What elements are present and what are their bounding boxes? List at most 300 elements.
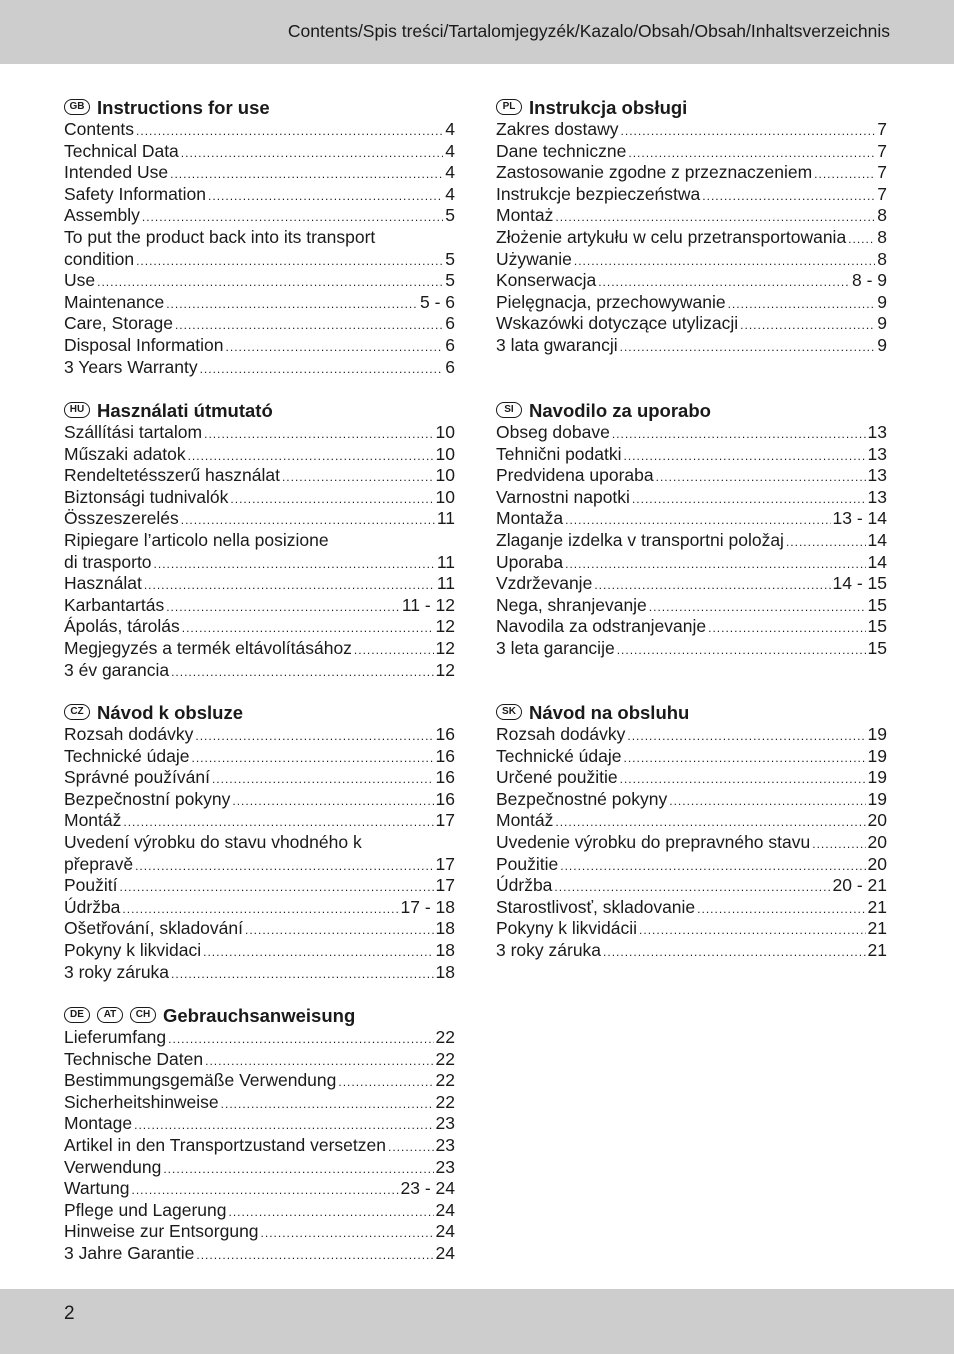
toc-entry — [496, 249, 887, 271]
toc-entry-page: 23 - 24 — [400, 1178, 455, 1199]
toc-entry-page: 11 - 12 — [401, 594, 455, 615]
toc-entry — [496, 465, 887, 487]
toc-entry-page: 24 — [435, 1242, 455, 1263]
toc-entry-label: Použitie — [496, 853, 559, 874]
toc-entry-label: Montáž — [496, 810, 554, 831]
toc-entry-label: přepravě — [64, 853, 134, 874]
toc-entry-page: 14 - 15 — [832, 573, 887, 594]
toc-entry-page: 16 — [435, 745, 455, 766]
dot-leader — [354, 640, 434, 662]
section-title: Gebrauchsanweisung — [163, 1005, 356, 1026]
country-code-badge: AT — [97, 1007, 123, 1023]
toc-entry — [64, 1243, 455, 1265]
dot-leader — [195, 726, 433, 748]
toc-entry — [64, 638, 455, 660]
toc-entry-label: 3 Jahre Garantie — [64, 1242, 195, 1263]
dot-leader — [594, 575, 830, 597]
section-heading — [496, 702, 887, 724]
toc-entry-page: 5 - 6 — [419, 291, 455, 312]
toc-entry-label: 3 Years Warranty — [64, 356, 198, 377]
toc-entry — [496, 595, 887, 617]
toc-entry-page: 4 — [445, 140, 455, 161]
toc-entry-page: 18 — [435, 939, 455, 960]
toc-entry — [64, 119, 455, 141]
toc-entry-label: Maintenance — [64, 291, 165, 312]
toc-entry — [64, 141, 455, 163]
toc-entry-label: Assembly — [64, 205, 140, 226]
toc-entry-label: Montage — [64, 1113, 133, 1134]
toc-entry — [64, 918, 455, 940]
toc-entry-label: Zakres dostawy — [496, 119, 619, 139]
toc-entry-label: 3 roky záruka — [496, 939, 602, 960]
toc-entry — [64, 270, 455, 292]
toc-entry-label: Wskazówki dotyczące utylizacji — [496, 313, 739, 334]
dot-leader — [620, 337, 876, 359]
toc-section-gb — [64, 97, 455, 378]
toc-entry-page: 21 — [867, 896, 887, 917]
toc-entry-label: Údržba — [64, 896, 121, 917]
toc-entry-label: 3 leta garancije — [496, 637, 615, 658]
toc-entry-label: Złożenie artykułu w celu przetransportowania — [496, 226, 847, 247]
dot-leader — [388, 1137, 434, 1159]
section-heading — [64, 1005, 455, 1027]
toc-entry-page: 8 - 9 — [851, 270, 887, 291]
toc-entry — [496, 205, 887, 227]
toc-entry-label: 3 roky záruka — [64, 961, 170, 982]
section-title: Használati útmutató — [97, 400, 273, 421]
toc-entry-label: Szállítási tartalom — [64, 422, 203, 442]
toc-entry-page: 19 — [867, 767, 887, 788]
dot-leader — [135, 856, 433, 878]
toc-entry — [64, 552, 455, 574]
toc-entry-label: Tehnični podatki — [496, 443, 622, 464]
dot-leader — [168, 1029, 433, 1051]
toc-entry — [64, 1178, 455, 1200]
toc-entry — [496, 313, 887, 335]
dot-leader — [603, 942, 865, 964]
toc-entry-label: Určené použitie — [496, 767, 618, 788]
toc-entry — [64, 746, 455, 768]
toc-entry-label: To put the product back into its transport — [64, 226, 376, 247]
toc-entry-page: 5 — [445, 248, 455, 269]
toc-entry-page: 23 — [435, 1134, 455, 1155]
toc-entry-page: 19 — [867, 788, 887, 809]
dot-leader — [624, 748, 866, 770]
toc-entry-label: Use — [64, 270, 96, 291]
dot-leader — [649, 597, 866, 619]
dot-leader — [554, 877, 830, 899]
toc-entry — [64, 875, 455, 897]
toc-entry — [496, 767, 887, 789]
toc-entry-label: di trasporto — [64, 551, 152, 572]
dot-leader — [812, 834, 865, 856]
toc-entry-label: Technical Data — [64, 140, 179, 161]
dot-leader — [656, 467, 866, 489]
toc-entry-page: 16 — [435, 724, 455, 744]
toc-entry-label: Technické údaje — [496, 745, 622, 766]
dot-leader — [182, 618, 434, 640]
section-title: Návod na obsluhu — [529, 702, 690, 723]
toc-entry — [496, 508, 887, 530]
page-number: 2 — [64, 1303, 75, 1324]
dot-leader — [560, 856, 865, 878]
toc-entry — [64, 335, 455, 357]
toc-entry — [496, 141, 887, 163]
toc-entry-page: 20 — [867, 853, 887, 874]
toc-entry-label: Biztonsági tudnivalók — [64, 486, 229, 507]
toc-entry — [64, 767, 455, 789]
toc-entry — [64, 1092, 455, 1114]
dot-leader — [617, 640, 866, 662]
dot-leader — [565, 554, 865, 576]
header-bar — [0, 0, 954, 64]
toc-entry-label: Ripiegare l’articolo nella posizione — [64, 529, 329, 550]
dot-leader — [170, 164, 443, 186]
toc-entry — [64, 1157, 455, 1179]
section-heading — [496, 400, 887, 422]
toc-entry-page: 11 — [436, 551, 455, 572]
toc-entry-label: Megjegyzés a termék eltávolításához — [64, 637, 352, 658]
dot-leader — [181, 510, 435, 532]
toc-entry-label: Wartung — [64, 1178, 130, 1199]
toc-section-cz — [64, 702, 455, 983]
toc-entry — [496, 552, 887, 574]
toc-entry-label: Údržba — [496, 875, 553, 896]
toc-entry — [496, 335, 887, 357]
toc-entry — [496, 724, 887, 746]
dot-leader — [612, 424, 866, 446]
toc-entry-page: 7 — [877, 119, 887, 139]
toc-entry-label: Rozsah dodávky — [64, 724, 194, 744]
toc-entry-label: Uporaba — [496, 551, 564, 572]
dot-leader — [134, 1115, 433, 1137]
toc-entry-label: Ápolás, tárolás — [64, 616, 180, 637]
toc-entry-label: Bezpečnostné pokyny — [496, 788, 668, 809]
dot-leader — [261, 1223, 434, 1245]
section-heading — [64, 702, 455, 724]
section-title: Instrukcja obsługi — [529, 97, 688, 118]
toc-entry — [496, 487, 887, 509]
toc-entry-label: Nega, shranjevanje — [496, 594, 647, 615]
toc-entry — [64, 616, 455, 638]
toc-entry-page: 22 — [435, 1070, 455, 1091]
dot-leader — [555, 207, 875, 229]
toc-entry-page: 13 — [867, 443, 887, 464]
toc-entry — [64, 1221, 455, 1243]
toc-entry-page: 23 — [435, 1113, 455, 1134]
dot-leader — [136, 121, 443, 143]
toc-section-si — [496, 400, 887, 660]
dot-leader — [212, 769, 434, 791]
toc-entry-page: 10 — [435, 465, 455, 486]
toc-entry-page: 8 — [877, 226, 887, 247]
dot-leader — [628, 143, 875, 165]
toc-entry — [496, 918, 887, 940]
toc-entry — [64, 487, 455, 509]
toc-entry-page: 15 — [867, 594, 887, 615]
toc-section-de — [64, 1005, 455, 1265]
toc-entry-page: 17 — [435, 853, 455, 874]
toc-entry — [64, 1200, 455, 1222]
toc-entry — [496, 422, 887, 444]
toc-entry-label: Technické údaje — [64, 745, 190, 766]
toc-entry-page: 20 — [867, 831, 887, 852]
toc-entry — [496, 162, 887, 184]
dot-leader — [226, 337, 444, 359]
toc-entry-label: Obseg dobave — [496, 422, 610, 442]
toc-entry-label: Zlaganje izdelka v transportni položaj — [496, 529, 784, 550]
toc-entry-label: Műszaki adatok — [64, 443, 186, 464]
country-code-badge: HU — [64, 402, 90, 418]
toc-entry — [64, 724, 455, 746]
toc-entry — [496, 638, 887, 660]
section-heading — [64, 400, 455, 422]
toc-entry — [64, 422, 455, 444]
toc-entry-page: 17 — [435, 810, 455, 831]
toc-entry-label: Dane techniczne — [496, 140, 627, 161]
toc-entry-page: 18 — [435, 918, 455, 939]
toc-entry-page: 14 — [867, 529, 887, 550]
dot-leader — [181, 143, 443, 165]
toc-entry — [64, 897, 455, 919]
toc-entry — [64, 940, 455, 962]
toc-entry-label: Starostlivosť, skladovanie — [496, 896, 696, 917]
toc-entry-label: Predvidena uporaba — [496, 465, 654, 486]
toc-entry-page: 24 — [435, 1199, 455, 1220]
toc-section-pl — [496, 97, 887, 357]
toc-entry-page: 10 — [435, 443, 455, 464]
section-title: Instructions for use — [97, 97, 270, 118]
dot-leader — [171, 964, 433, 986]
dot-leader — [632, 489, 866, 511]
toc-entry — [64, 205, 455, 227]
dot-leader — [598, 272, 850, 294]
toc-entry — [64, 832, 455, 854]
toc-entry — [496, 875, 887, 897]
toc-entry-label: Vzdrževanje — [496, 573, 593, 594]
dot-leader — [814, 164, 875, 186]
dot-leader — [708, 618, 865, 640]
dot-leader — [702, 186, 875, 208]
toc-entry-label: Bezpečnostní pokyny — [64, 788, 231, 809]
toc-entry — [64, 508, 455, 530]
toc-entry — [64, 1027, 455, 1049]
toc-entry-page: 11 — [436, 573, 455, 594]
dot-leader — [555, 812, 865, 834]
toc-entry-page: 7 — [877, 140, 887, 161]
toc-entry-page: 8 — [877, 205, 887, 226]
section-title: Návod k obsluze — [97, 702, 243, 723]
toc-entry-page: 9 — [877, 313, 887, 334]
toc-entry-page: 12 — [435, 659, 455, 680]
toc-entry-page: 4 — [445, 119, 455, 139]
toc-entry-label: Použití — [64, 875, 118, 896]
toc-entry-label: Rozsah dodávky — [496, 724, 626, 744]
toc-entry-page: 16 — [435, 767, 455, 788]
toc-entry-label: 3 év garancia — [64, 659, 170, 680]
toc-entry — [64, 573, 455, 595]
dot-leader — [740, 315, 875, 337]
toc-entry — [496, 292, 887, 314]
dot-leader — [175, 315, 443, 337]
toc-entry — [64, 313, 455, 335]
toc-entry-page: 22 — [435, 1091, 455, 1112]
dot-leader — [624, 446, 866, 468]
toc-entry-page: 20 — [867, 810, 887, 831]
toc-entry — [496, 444, 887, 466]
toc-entry-label: Varnostni napotki — [496, 486, 630, 507]
toc-entry — [64, 810, 455, 832]
toc-entry-label: Navodila za odstranjevanje — [496, 616, 707, 637]
dot-leader — [192, 748, 434, 770]
dot-leader — [620, 769, 866, 791]
toc-entry — [496, 810, 887, 832]
toc-entry — [496, 746, 887, 768]
toc-entry-label: Sicherheitshinweise — [64, 1091, 219, 1112]
toc-entry — [64, 962, 455, 984]
toc-entry-page: 13 - 14 — [832, 508, 887, 529]
toc-entry-page: 16 — [435, 788, 455, 809]
toc-entry — [64, 1135, 455, 1157]
toc-entry-label: Hinweise zur Entsorgung — [64, 1221, 259, 1242]
toc-entry — [64, 292, 455, 314]
dot-leader — [627, 726, 865, 748]
toc-entry-label: Konserwacja — [496, 270, 597, 291]
toc-entry-label: Artikel in den Transportzustand versetzen — [64, 1134, 386, 1155]
dot-leader — [621, 121, 876, 143]
toc-entry-page: 22 — [435, 1027, 455, 1047]
toc-entry-page: 17 — [435, 875, 455, 896]
toc-entry — [64, 184, 455, 206]
toc-entry-label: Safety Information — [64, 183, 207, 204]
toc-entry-label: Care, Storage — [64, 313, 173, 334]
dot-leader — [338, 1072, 433, 1094]
toc-entry-page: 17 - 18 — [400, 896, 455, 917]
toc-entry-page: 20 - 21 — [832, 875, 887, 896]
dot-leader — [163, 1159, 433, 1181]
toc-entry-label: Disposal Information — [64, 334, 224, 355]
toc-section-sk — [496, 702, 887, 962]
toc-entry-page: 7 — [877, 183, 887, 204]
toc-entry — [64, 1070, 455, 1092]
toc-entry-page: 4 — [445, 162, 455, 183]
section-heading — [64, 97, 455, 119]
toc-section-hu — [64, 400, 455, 681]
toc-entry — [64, 465, 455, 487]
country-code-badge: PL — [496, 99, 522, 115]
toc-entry — [64, 444, 455, 466]
dot-leader — [120, 877, 434, 899]
dot-leader — [166, 597, 400, 619]
country-code-badge: SI — [496, 402, 522, 418]
country-code-badge: DE — [64, 1007, 90, 1023]
toc-entry-page: 13 — [867, 422, 887, 442]
country-code-badge: GB — [64, 99, 90, 115]
toc-entry-label: Pokyny k likvidaci — [64, 939, 202, 960]
toc-entry-label: condition — [64, 248, 135, 269]
toc-entry — [496, 832, 887, 854]
toc-entry-page: 6 — [445, 356, 455, 377]
dot-leader — [132, 1180, 399, 1202]
toc-entry-page: 11 — [436, 508, 455, 529]
dot-leader — [188, 446, 434, 468]
toc-entry-page: 21 — [867, 918, 887, 939]
dot-leader — [282, 467, 434, 489]
toc-entry-page: 23 — [435, 1156, 455, 1177]
toc-entry-label: Intended Use — [64, 162, 169, 183]
dot-leader — [123, 812, 433, 834]
dot-leader — [848, 229, 875, 251]
toc-entry-label: Lieferumfang — [64, 1027, 167, 1047]
toc-entry-page: 15 — [867, 616, 887, 637]
toc-entry-page: 18 — [435, 961, 455, 982]
toc-entry — [496, 119, 887, 141]
toc-entry — [496, 940, 887, 962]
dot-leader — [728, 294, 876, 316]
dot-leader — [97, 272, 443, 294]
toc-entry-page: 13 — [867, 465, 887, 486]
footer-bar — [0, 1289, 954, 1354]
toc-entry-page: 19 — [867, 745, 887, 766]
toc-entry-label: Správné používání — [64, 767, 210, 788]
toc-entry — [64, 660, 455, 682]
toc-entry-page: 5 — [445, 270, 455, 291]
toc-entry-page: 19 — [867, 724, 887, 744]
toc-entry-label: Összeszerelés — [64, 508, 179, 529]
toc-entry-page: 5 — [445, 205, 455, 226]
toc-entry-label: Bestimmungsgemäße Verwendung — [64, 1070, 337, 1091]
toc-entry-label: Montaż — [496, 205, 554, 226]
toc-entry-label: Rendeltetésszerű használat — [64, 465, 280, 486]
toc-entry-label: Instrukcje bezpieczeństwa — [496, 183, 701, 204]
country-code-badge: CH — [130, 1007, 156, 1023]
toc-entry — [496, 184, 887, 206]
toc-entry — [496, 854, 887, 876]
toc-entry — [496, 789, 887, 811]
toc-entry-page: 15 — [867, 637, 887, 658]
dot-leader — [697, 899, 865, 921]
dot-leader — [142, 207, 443, 229]
dot-leader — [245, 920, 434, 942]
toc-entry-label: Pflege und Lagerung — [64, 1199, 227, 1220]
toc-entry-page: 12 — [435, 637, 455, 658]
toc-entry — [496, 616, 887, 638]
toc-entry-page: 14 — [867, 551, 887, 572]
toc-entry-label: Montaža — [496, 508, 564, 529]
dot-leader — [232, 791, 433, 813]
country-code-badge: SK — [496, 704, 522, 720]
toc-entry-page: 9 — [877, 334, 887, 355]
toc-entry-page: 24 — [435, 1221, 455, 1242]
dot-leader — [639, 920, 866, 942]
dot-leader — [208, 186, 443, 208]
toc-entry-page: 9 — [877, 291, 887, 312]
dot-leader — [166, 294, 418, 316]
toc-entry-page: 4 — [445, 183, 455, 204]
toc-entry-label: Pokyny k likvidácii — [496, 918, 638, 939]
toc-entry-page: 6 — [445, 334, 455, 355]
dot-leader — [154, 554, 435, 576]
toc-entry-label: 3 lata gwarancji — [496, 334, 618, 355]
dot-leader — [203, 942, 433, 964]
toc-entry — [64, 249, 455, 271]
section-heading — [496, 97, 887, 119]
toc-entry — [64, 1113, 455, 1135]
toc-entry-page: 7 — [877, 162, 887, 183]
toc-entry-label: Karbantartás — [64, 594, 165, 615]
dot-leader — [669, 791, 865, 813]
toc-entry-label: Montáž — [64, 810, 122, 831]
